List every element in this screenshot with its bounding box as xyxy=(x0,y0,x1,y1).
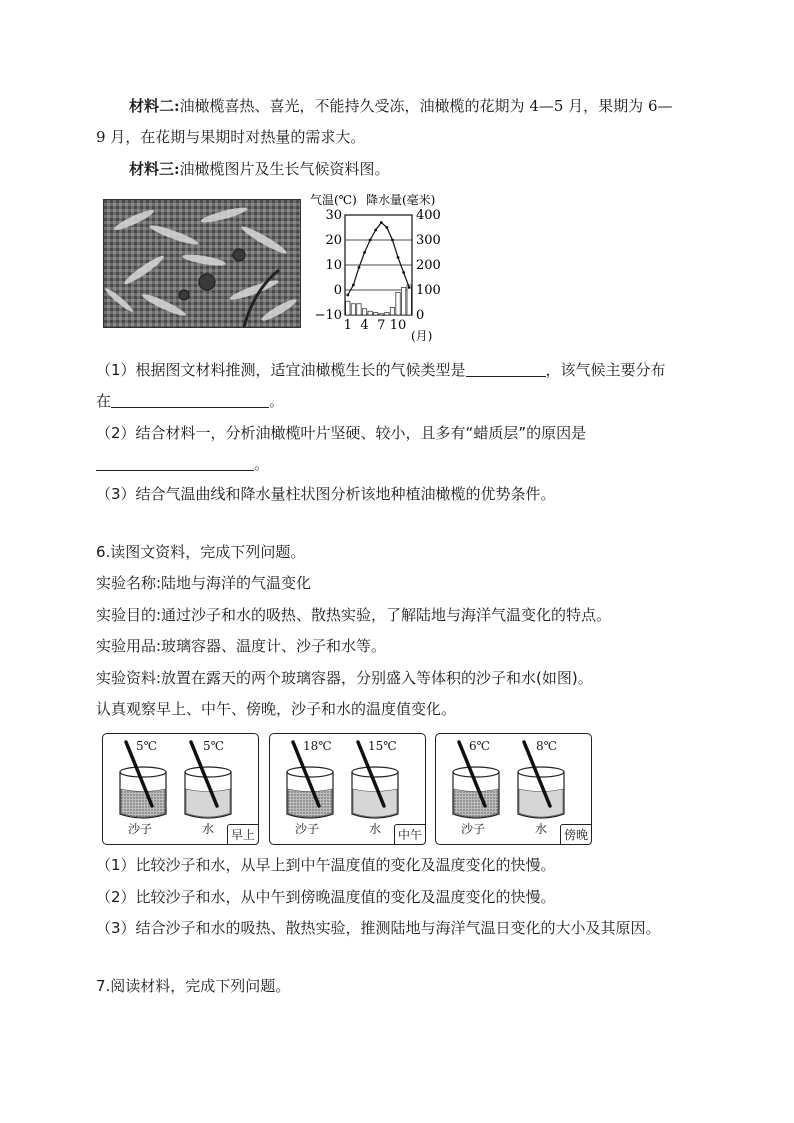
precipitation-bar xyxy=(362,309,366,315)
x-tick-label: 7 xyxy=(377,318,386,333)
q6-question2: （2）比较沙子和水，从中午到傍晚温度值的变化及温度变化的快慢。 xyxy=(96,888,556,906)
experiment-panel-noon xyxy=(269,733,426,845)
time-label: 早上 xyxy=(227,824,259,845)
material2-line1 xyxy=(129,96,673,116)
precipitation-bar xyxy=(346,301,350,315)
water-beaker-rim xyxy=(185,767,231,777)
x-tick-label: 10 xyxy=(389,318,407,333)
temperature-point xyxy=(397,256,400,259)
q6-observe: 认真观察早上、中午、傍晚，沙子和水的温度值变化。 xyxy=(96,700,457,718)
precipitation-bar xyxy=(357,304,361,315)
time-label: 中午 xyxy=(394,824,426,845)
sand-fill xyxy=(121,789,165,817)
precipitation-bar xyxy=(390,308,394,316)
y-left-tick-label: 30 xyxy=(325,208,342,223)
sand-beaker-rim xyxy=(287,767,333,777)
y-right-tick-label: 100 xyxy=(416,283,441,298)
q5-q1-part-b: ，该气候主要分布 xyxy=(545,361,666,379)
y-right-tick-label: 300 xyxy=(416,233,441,248)
q6-experiment-goal: 实验目的:通过沙子和水的吸热、散热实验，了解陆地与海洋气温变化的特点。 xyxy=(96,606,612,624)
water-fill xyxy=(186,789,230,817)
water-beaker-rim xyxy=(352,767,398,777)
experiment-panel-evening xyxy=(435,733,592,845)
q6-experiment-tools: 实验用品:玻璃容器、温度计、沙子和水等。 xyxy=(96,637,387,655)
y-left-tick-label: 0 xyxy=(333,283,342,298)
q6-experiment-data: 实验资料:放置在露天的两个玻璃容器，分别盛入等体积的沙子和水(如图)。 xyxy=(96,669,593,687)
water-fill xyxy=(353,789,397,817)
q5-question2-cont xyxy=(96,454,269,474)
q5-question3: （3）结合气温曲线和降水量柱状图分析该地种植油橄榄的优势条件。 xyxy=(96,485,556,503)
precipitation-bar xyxy=(374,313,378,316)
y-left-tick-label: −10 xyxy=(314,308,342,323)
water-temp: 5℃ xyxy=(203,739,225,753)
sand-beaker-rim xyxy=(453,767,499,777)
water-label: 水 xyxy=(535,822,548,836)
temperature-point xyxy=(363,251,366,254)
sand-beaker-rim xyxy=(120,767,166,777)
material2-text1: 油橄榄喜热、喜光，不能持久受冻，油橄榄的花期为 4—5 月，果期为 6— xyxy=(179,97,673,115)
material2-line2: 9 月，在花期与果期时对热量的需求大。 xyxy=(96,128,366,146)
sand-fill xyxy=(454,789,498,817)
y-right-tick-label: 200 xyxy=(416,258,441,273)
sand-fill xyxy=(288,789,332,817)
sand-label: 沙子 xyxy=(461,822,486,836)
chart-title-left: 气温(℃) xyxy=(310,193,357,207)
precipitation-bar xyxy=(396,293,400,316)
sand-temp: 6℃ xyxy=(469,739,491,753)
material2-head: 材料二: xyxy=(129,97,180,115)
temperature-point xyxy=(369,239,372,242)
sand-label: 沙子 xyxy=(295,822,320,836)
sand-label: 沙子 xyxy=(128,822,153,836)
material3-line xyxy=(129,159,390,179)
time-label: 傍晚 xyxy=(560,824,592,845)
x-tick-label: 1 xyxy=(343,318,352,333)
precipitation-bar xyxy=(407,285,411,315)
olive-photo xyxy=(103,199,301,328)
chart-title-right: 降水量(毫米) xyxy=(366,193,436,207)
answer-blank-reason[interactable] xyxy=(96,454,254,471)
sand-temp: 5℃ xyxy=(136,739,158,753)
y-right-tick-label: 0 xyxy=(416,308,425,323)
water-beaker-rim xyxy=(518,767,564,777)
temperature-point xyxy=(358,266,361,269)
q6-question1: （1）比较沙子和水，从早上到中午温度值的变化及温度变化的快慢。 xyxy=(96,856,556,874)
q5-question1-cont xyxy=(96,391,284,411)
q6-question3: （3）结合沙子和水的吸热、散热实验，推测陆地与海洋气温日变化的大小及其原因。 xyxy=(96,919,661,937)
water-fill xyxy=(519,789,563,817)
experiment-panel-morning xyxy=(102,733,259,845)
temperature-point xyxy=(385,226,388,229)
temperature-point xyxy=(352,284,355,287)
q5-question1 xyxy=(96,360,666,380)
temperature-point xyxy=(346,294,349,297)
precipitation-bar xyxy=(401,288,405,316)
q6-experiment-name: 实验名称:陆地与海洋的气温变化 xyxy=(96,574,312,592)
water-label: 水 xyxy=(202,822,215,836)
q5-question2: （2）结合材料一，分析油橄榄叶片坚硬、较小，且多有“蜡质层”的原因是 xyxy=(96,424,587,442)
material3-text: 油橄榄图片及生长气候资料图。 xyxy=(179,160,390,178)
y-left-tick-label: 20 xyxy=(325,233,342,248)
water-temp: 8℃ xyxy=(536,739,558,753)
material3-head: 材料三: xyxy=(129,160,180,178)
q5-q2-part-b: 。 xyxy=(254,455,270,473)
y-left-tick-label: 10 xyxy=(325,258,342,273)
answer-blank-distribution[interactable] xyxy=(111,391,269,408)
water-temp: 15℃ xyxy=(368,739,397,753)
q7-title: 7.阅读材料，完成下列问题。 xyxy=(96,977,291,995)
answer-blank-climate-type[interactable] xyxy=(466,360,546,377)
precipitation-bar xyxy=(351,304,355,315)
temperature-point xyxy=(408,286,411,289)
q5-q1-part-a: （1）根据图文材料推测，适宜油橄榄生长的气候类型是 xyxy=(96,361,466,379)
precipitation-bar xyxy=(385,313,389,316)
chart-x-unit: (月) xyxy=(411,329,433,342)
temperature-point xyxy=(380,221,383,224)
precipitation-bar xyxy=(379,314,383,315)
q5-q1-part-c: 在 xyxy=(96,392,112,410)
temperature-line xyxy=(348,223,409,296)
precipitation-bar xyxy=(368,311,372,315)
climate-chart xyxy=(308,188,458,342)
temperature-point xyxy=(391,239,394,242)
q6-title: 6.读图文资料，完成下列问题。 xyxy=(96,543,306,561)
temperature-point xyxy=(374,229,377,232)
sand-temp: 18℃ xyxy=(303,739,332,753)
q5-q1-part-d: 。 xyxy=(269,392,285,410)
water-label: 水 xyxy=(369,822,382,836)
y-right-tick-label: 400 xyxy=(416,208,441,223)
x-tick-label: 4 xyxy=(360,318,369,333)
temperature-point xyxy=(402,271,405,274)
